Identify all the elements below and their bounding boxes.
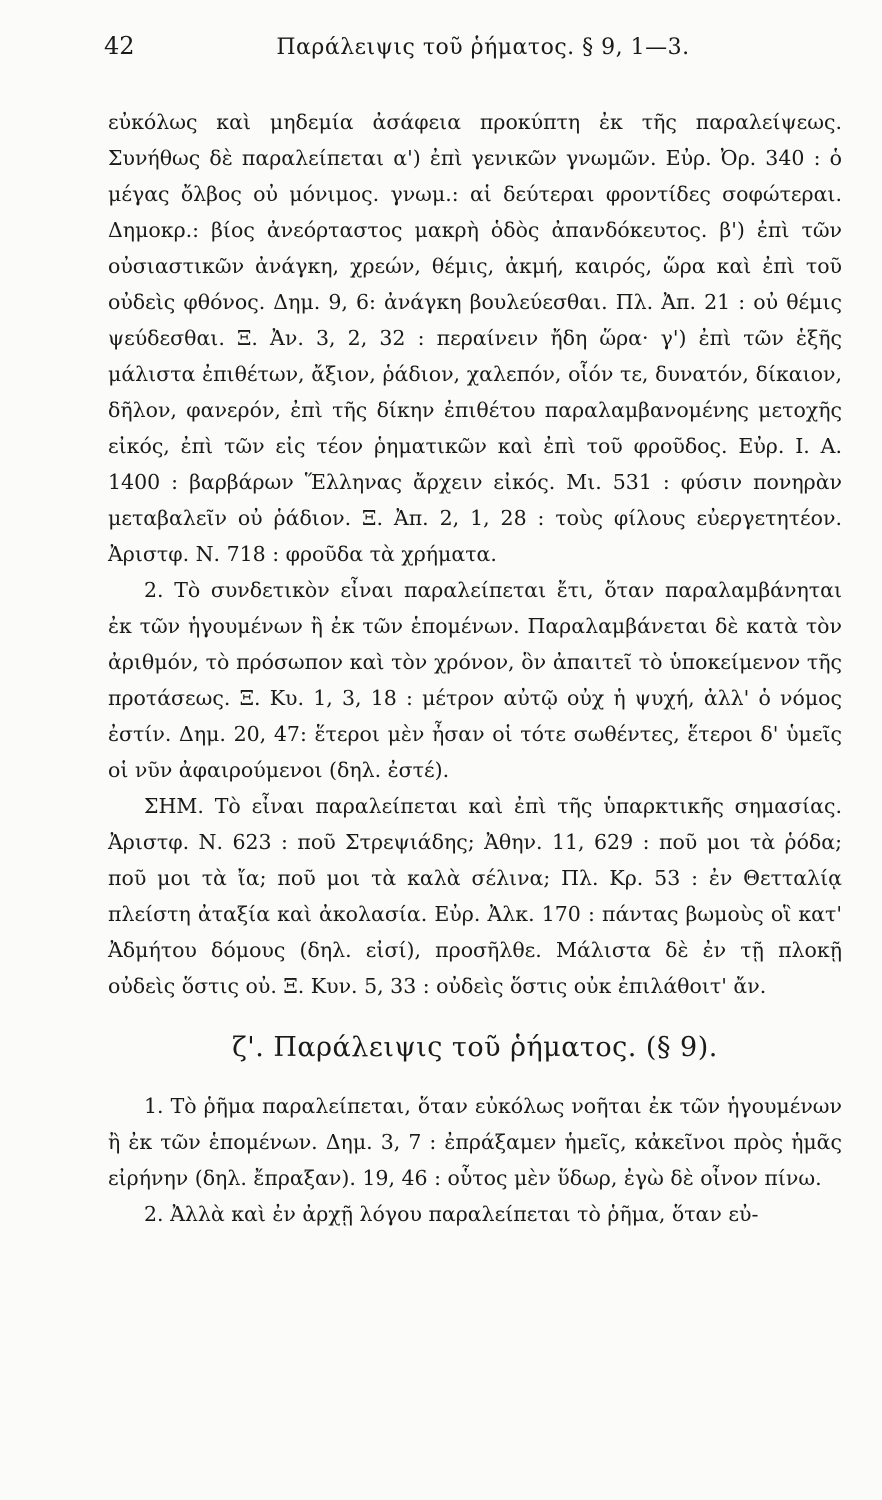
body-paragraph: 2. Τὸ συνδετικὸν εἶναι παραλείπεται ἔτι, ὅταν παραλαμβάνηται ἐκ τῶν ἡγουμένων ἢ ἐκ τῶν ἑπομένων. Παραλαμβάνεται δὲ κατὰ τὸν ἀριθμόν, τὸ πρόσωπον καὶ τὸν χρόνον, ὃν ἀπαιτεῖ τὸ ὑποκείμενον τῆς προτάσεως. Ξ. Κυ. 1, 3, 18 : μέτρον αὐτῷ οὐχ ἡ ψυχή, ἀλλ' ὁ νόμος ἐστίν. Δημ. 20, 47: ἕτεροι μὲν ἦσαν οἱ τότε σωθέντες, ἕτεροι δ' ὑμεῖς οἱ νῦν ἀφαιρούμενοι (δηλ. ἐστέ). — [108, 578, 842, 782]
body-paragraph: 1. Τὸ ῥῆμα παραλείπεται, ὅταν εὐκόλως νοῆται ἐκ τῶν ἡγουμένων ἢ ἐκ τῶν ἑπομένων. Δημ. 3, 7 : ἐπράξαμεν ἡμεῖς, κἀκεῖνοι πρὸς ἡμᾶς εἰρήνην (δηλ. ἔπραξαν). 19, 46 : οὗτος μὲν ὕδωρ, ἐγὼ δὲ οἶνον πίνω. — [108, 1094, 842, 1190]
page-number: 42 — [104, 32, 135, 60]
section-heading: ζ'. Παράλειψις τοῦ ῥήματος. (§ 9). — [232, 1032, 718, 1063]
note-paragraph: ΣΗΜ. Τὸ εἶναι παραλείπεται καὶ ἐπὶ τῆς ὑπαρκτικῆς σημασίας. Ἀριστφ. Ν. 623 : ποῦ Στρεψιάδης; Ἀθην. 11, 629 : ποῦ μοι τὰ ῥόδα; ποῦ μοι τὰ ἴα; ποῦ μοι τὰ καλὰ σέλινα; Πλ. Κρ. 53 : ἐν Θετταλίᾳ πλείστη ἀταξία καὶ ἀκολασία. Εὐρ. Ἀλκ. 170 : πάντας βωμοὺς οἳ κατ' Ἀδμήτου δόμους (δηλ. εἰσί), προσῆλθε. Μάλιστα δὲ ἐν τῇ πλοκῇ οὐδεὶς ὅστις οὐ. Ξ. Κυν. 5, 33 : οὐδεὶς ὅστις οὐκ ἐπιλάθοιτ' ἄν. — [108, 794, 842, 998]
body-paragraph: εὐκόλως καὶ μηδεμία ἀσάφεια προκύπτη ἐκ τῆς παραλείψεως. Συνήθως δὲ παραλείπεται α') ἐπὶ γενικῶν γνωμῶν. Εὐρ. Ὀρ. 340 : ὁ μέγας ὄλβος οὐ μόνιμος. γνωμ.: αἱ δεύτεραι φροντίδες σοφώτεραι. Δημοκρ.: βίος ἀνεόρταστος μακρὴ ὁδὸς ἀπανδόκευτος. β') ἐπὶ τῶν οὐσιαστικῶν ἀνάγκη, χρεών, θέμις, ἀκμή, καιρός, ὥρα καὶ ἐπὶ τοῦ οὐδεὶς φθόνος. Δημ. 9, 6: ἀνάγκη βουλεύεσθαι. Πλ. Ἀπ. 21 : οὐ θέμις ψεύδεσθαι. Ξ. Ἀν. 3, 2, 32 : περαίνειν ἤδη ὥρα· γ') ἐπὶ τῶν ἑξῆς μάλιστα ἐπιθέτων, ἄξιον, ῥάδιον, χαλεπόν, οἷόν τε, δυνατόν, δίκαιον, δῆλον, φανερόν, ἐπὶ τῆς δίκην ἐπιθέτου παραλαμβανομένης μετοχῆς εἰκός, ἐπὶ τῶν εἰς τέον ῥηματικῶν καὶ ἐπὶ τοῦ φροῦδος. Εὐρ. Ι. Α. 1400 : βαρβάρων Ἕλληνας ἄρχειν εἰκός. Μι. 531 : φύσιν πονηρὰν μεταβαλεῖν οὐ ῥάδιον. Ξ. Ἀπ. 2, 1, 28 : τοὺς φίλους εὐεργετητέον. Ἀριστφ. Ν. 718 : φροῦδα τὰ χρήματα. — [108, 110, 842, 566]
running-head: Παράλειψις τοῦ ῥήματος. § 9, 1—3. — [276, 35, 690, 60]
page-header — [104, 32, 842, 76]
page-body — [108, 104, 842, 1232]
body-paragraph: 2. Ἀλλὰ καὶ ἐν ἀρχῇ λόγου παραλείπεται τὸ ῥῆμα, ὅταν εὐ- — [144, 1202, 759, 1226]
